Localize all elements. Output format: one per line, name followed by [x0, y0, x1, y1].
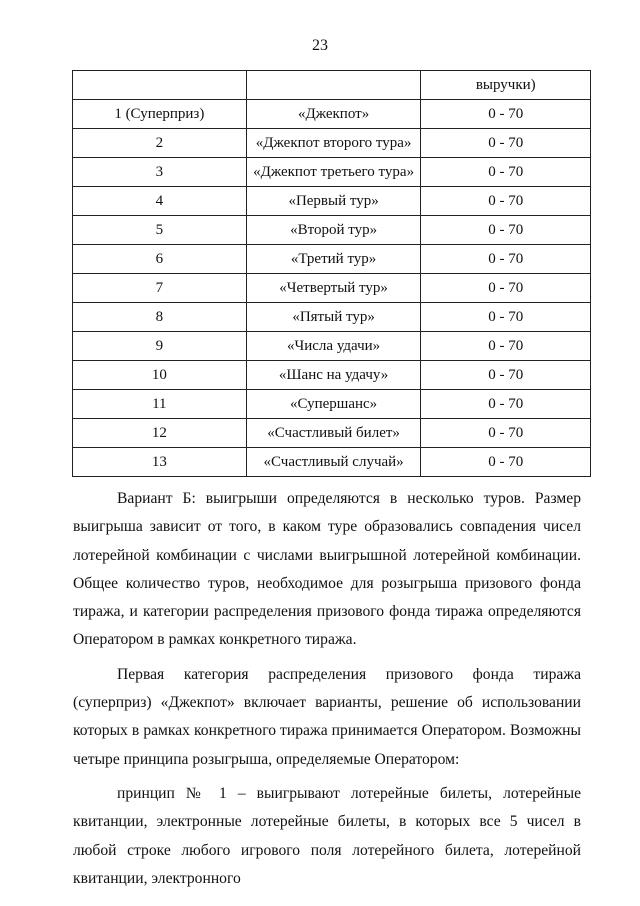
category-cell: 8	[73, 303, 247, 332]
category-cell: 7	[73, 274, 247, 303]
paragraph-variant-b: Вариант Б: выигрыши определяются в несколько туров. Размер выигрыша зависит от того, в каком туре образовались совпадения чисел лотерейной комбинации с числами выигрышной лотерейной комбинации. Общее количество туров, необходимое для розыгрыша призового фонда тиража, и категории распределения призового фонда тиража определяются Оператором в рамках конкретного тиража.	[73, 490, 581, 649]
tour-name-cell: «Четвертый тур»	[246, 274, 421, 303]
percent-cell: 0 - 70	[421, 216, 591, 245]
tour-name-cell: «Джекпот»	[246, 100, 421, 129]
table-row	[73, 390, 591, 419]
tour-name-cell: «Третий тур»	[246, 245, 421, 274]
tour-name-cell: «Супершанс»	[246, 390, 421, 419]
table-row	[73, 158, 591, 187]
percent-cell: 0 - 70	[421, 245, 591, 274]
category-cell: 9	[73, 332, 247, 361]
table-header-cell: выручки)	[421, 71, 591, 100]
category-cell: 12	[73, 419, 247, 448]
tour-name-cell: «Числа удачи»	[246, 332, 421, 361]
table-row	[73, 332, 591, 361]
table-row	[73, 245, 591, 274]
table-row	[73, 187, 591, 216]
table-row	[73, 100, 591, 129]
category-cell: 2	[73, 129, 247, 158]
tour-name-cell: «Джекпот третьего тура»	[246, 158, 421, 187]
category-cell: 6	[73, 245, 247, 274]
body-text	[73, 485, 581, 893]
tour-name-cell: «Шанс на удачу»	[246, 361, 421, 390]
paragraph-first-category: Первая категория распределения призового фонда тиража (суперприз) «Джекпот» включает варианты, решение об использовании которых в рамках конкретного тиража принимается Оператором. Возможны четыре принципа розыгрыша, определяемые Оператором:	[73, 665, 581, 768]
table-row	[73, 274, 591, 303]
tour-name-cell: «Пятый тур»	[246, 303, 421, 332]
percent-cell: 0 - 70	[421, 448, 591, 477]
category-cell: 5	[73, 216, 247, 245]
percent-cell: 0 - 70	[421, 187, 591, 216]
table-header-row	[73, 71, 591, 100]
tour-name-cell: «Второй тур»	[246, 216, 421, 245]
table-row	[73, 448, 591, 477]
table-row	[73, 216, 591, 245]
category-cell: 10	[73, 361, 247, 390]
table-row	[73, 419, 591, 448]
category-cell: 11	[73, 390, 247, 419]
category-cell: 4	[73, 187, 247, 216]
table-header-cell	[73, 71, 247, 100]
table-row	[73, 303, 591, 332]
percent-cell: 0 - 70	[421, 100, 591, 129]
percent-cell: 0 - 70	[421, 390, 591, 419]
percent-cell: 0 - 70	[421, 274, 591, 303]
tour-name-cell: «Счастливый билет»	[246, 419, 421, 448]
tour-name-cell: «Джекпот второго тура»	[246, 129, 421, 158]
tour-name-cell: «Первый тур»	[246, 187, 421, 216]
table-header-cell	[246, 71, 421, 100]
percent-cell: 0 - 70	[421, 129, 591, 158]
table-row	[73, 129, 591, 158]
tour-name-cell: «Счастливый случай»	[246, 448, 421, 477]
category-cell: 3	[73, 158, 247, 187]
percent-cell: 0 - 70	[421, 419, 591, 448]
paragraph-principle-1: принцип № 1 – выигрывают лотерейные билеты, лотерейные квитанции, электронные лотерейные билеты, в которых все 5 чисел в любой строке любого игрового поля лотерейного билета, лотерейной квитанции, электронного	[73, 784, 581, 887]
percent-cell: 0 - 70	[421, 361, 591, 390]
table-row	[73, 361, 591, 390]
page-number: 23	[312, 37, 328, 54]
category-cell: 13	[73, 448, 247, 477]
category-cell: 1 (Суперприз)	[73, 100, 247, 129]
percent-cell: 0 - 70	[421, 303, 591, 332]
prize-distribution-table	[72, 70, 591, 477]
percent-cell: 0 - 70	[421, 332, 591, 361]
percent-cell: 0 - 70	[421, 158, 591, 187]
